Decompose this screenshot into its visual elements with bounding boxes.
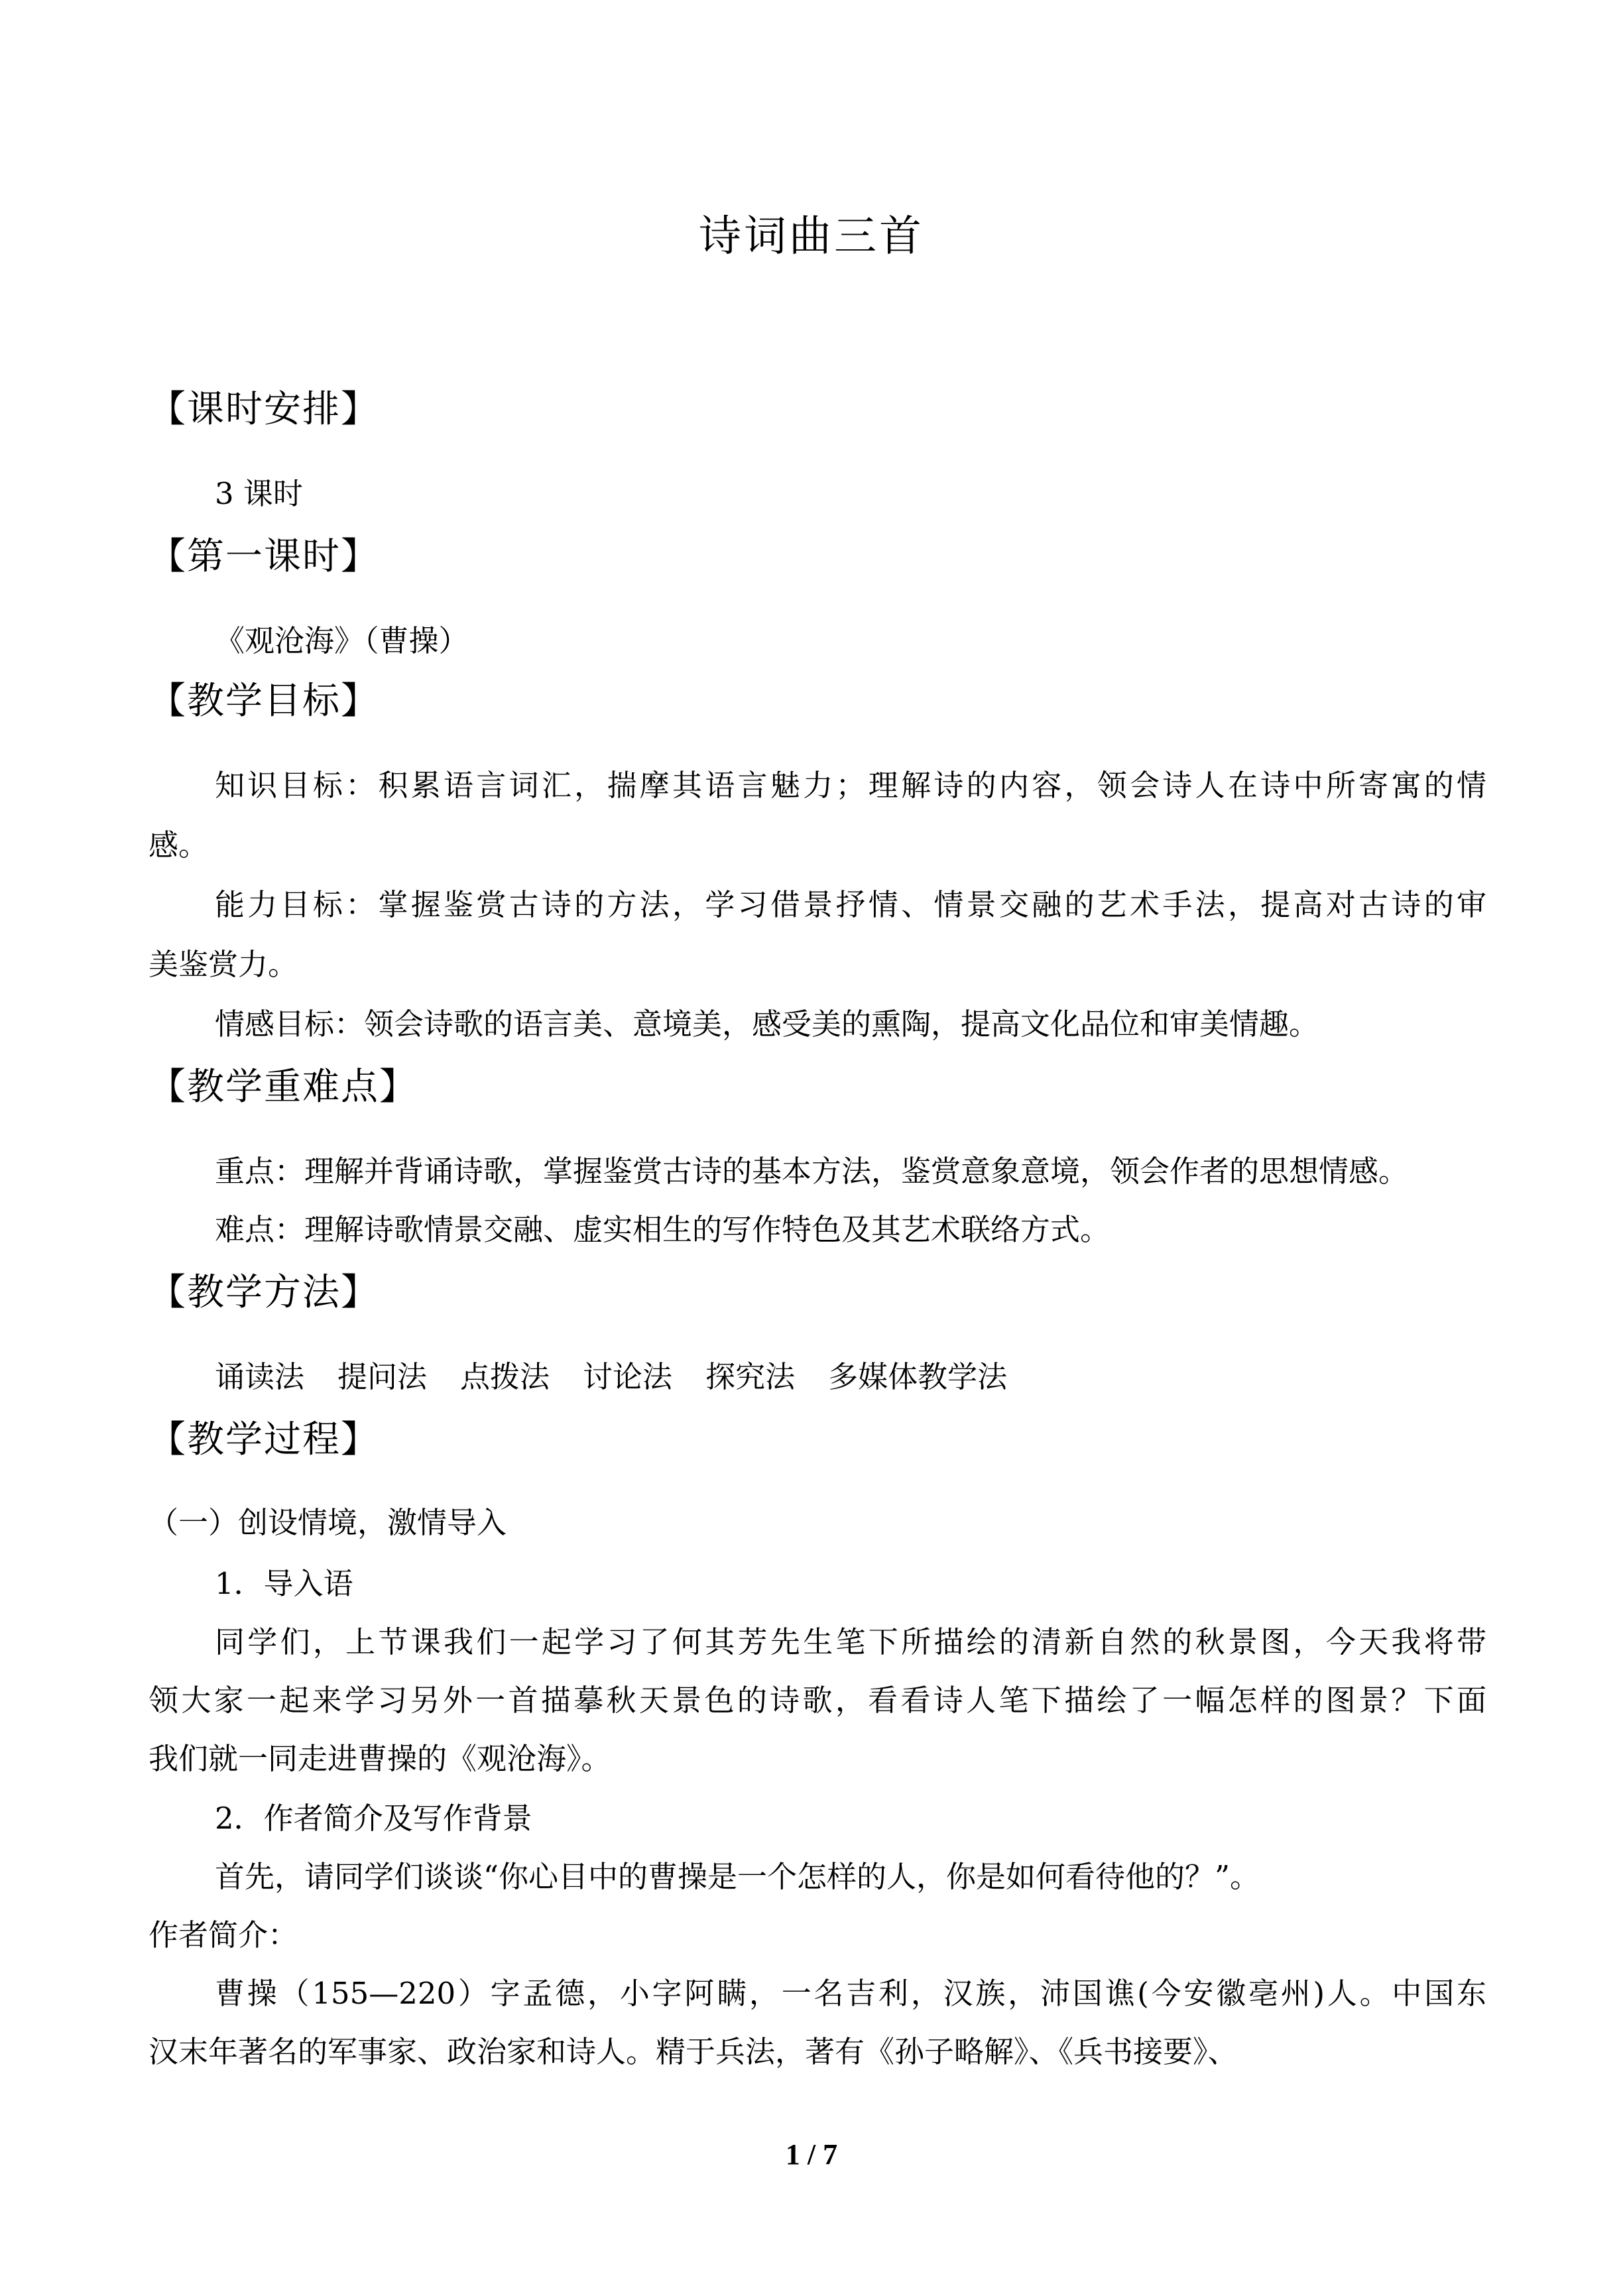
step-1-2: 2．作者简介及写作背景	[215, 1801, 532, 1836]
page-number: 1 / 7	[785, 2138, 838, 2171]
goal-ability-line1: 能力目标：掌握鉴赏古诗的方法，学习借景抒情、情景交融的艺术手法，提高对古诗的审	[215, 887, 1486, 922]
schedule-text: 3 课时	[215, 476, 303, 511]
heading-methods: 【教学方法】	[149, 1271, 379, 1314]
focus-key: 重点：理解并背诵诗歌，掌握鉴赏古诗的基本方法，鉴赏意象意境，领会作者的思想情感。	[215, 1154, 1409, 1189]
document-title: 诗词曲三首	[699, 212, 924, 261]
methods-list	[215, 1354, 1007, 1400]
author-line2: 汉末年著名的军事家、政治家和诗人。精于兵法，著有《孙子略解》、《兵书接要》、	[149, 2034, 1238, 2069]
intro-line1: 同学们，上节课我们一起学习了何其芳先生笔下所描绘的清新自然的秋景图，今天我将带	[215, 1624, 1486, 1660]
intro-line3: 我们就一同走进曹操的《观沧海》。	[149, 1741, 611, 1776]
focus-difficult: 难点：理解诗歌情景交融、虚实相生的写作特色及其艺术联络方式。	[215, 1212, 1111, 1247]
method-item: 诵读法	[215, 1359, 305, 1394]
method-item: 多媒体教学法	[828, 1359, 1008, 1394]
method-item: 讨论法	[583, 1359, 673, 1394]
method-item: 探究法	[705, 1359, 796, 1394]
heading-process: 【教学过程】	[149, 1418, 379, 1461]
lesson1-text: 《观沧海》（曹操）	[215, 623, 469, 658]
heading-focus: 【教学重难点】	[149, 1065, 418, 1109]
goal-knowledge-line1: 知识目标：积累语言词汇，揣摩其语言魅力；理解诗的内容，领会诗人在诗中所寄寓的情	[215, 768, 1486, 803]
method-item: 点拨法	[460, 1359, 550, 1394]
author-label: 作者简介：	[149, 1917, 298, 1953]
goal-knowledge-line2: 感。	[149, 827, 209, 863]
author-line1: 曹操（155—220）字孟德，小字阿瞒，一名吉利，汉族，沛国谯(今安徽亳州)人。中国东	[215, 1976, 1486, 2011]
intro-line2: 领大家一起来学习另外一首描摹秋天景色的诗歌，看看诗人笔下描绘了一幅怎样的图景？下面	[149, 1683, 1486, 1718]
step-1: （一）创设情境，激情导入	[149, 1505, 507, 1540]
heading-schedule: 【课时安排】	[149, 388, 379, 431]
heading-lesson1: 【第一课时】	[149, 535, 379, 578]
goal-ability-line2: 美鉴赏力。	[149, 947, 298, 982]
method-item: 提问法	[337, 1359, 428, 1394]
heading-goals: 【教学目标】	[149, 680, 379, 723]
goal-emotion: 情感目标：领会诗歌的语言美、意境美，感受美的熏陶，提高文化品位和审美情趣。	[215, 1006, 1319, 1042]
step-1-1: 1．导入语	[215, 1566, 353, 1601]
discussion-question: 首先，请同学们谈谈“你心目中的曹操是一个怎样的人，你是如何看待他的？”。	[215, 1859, 1260, 1894]
